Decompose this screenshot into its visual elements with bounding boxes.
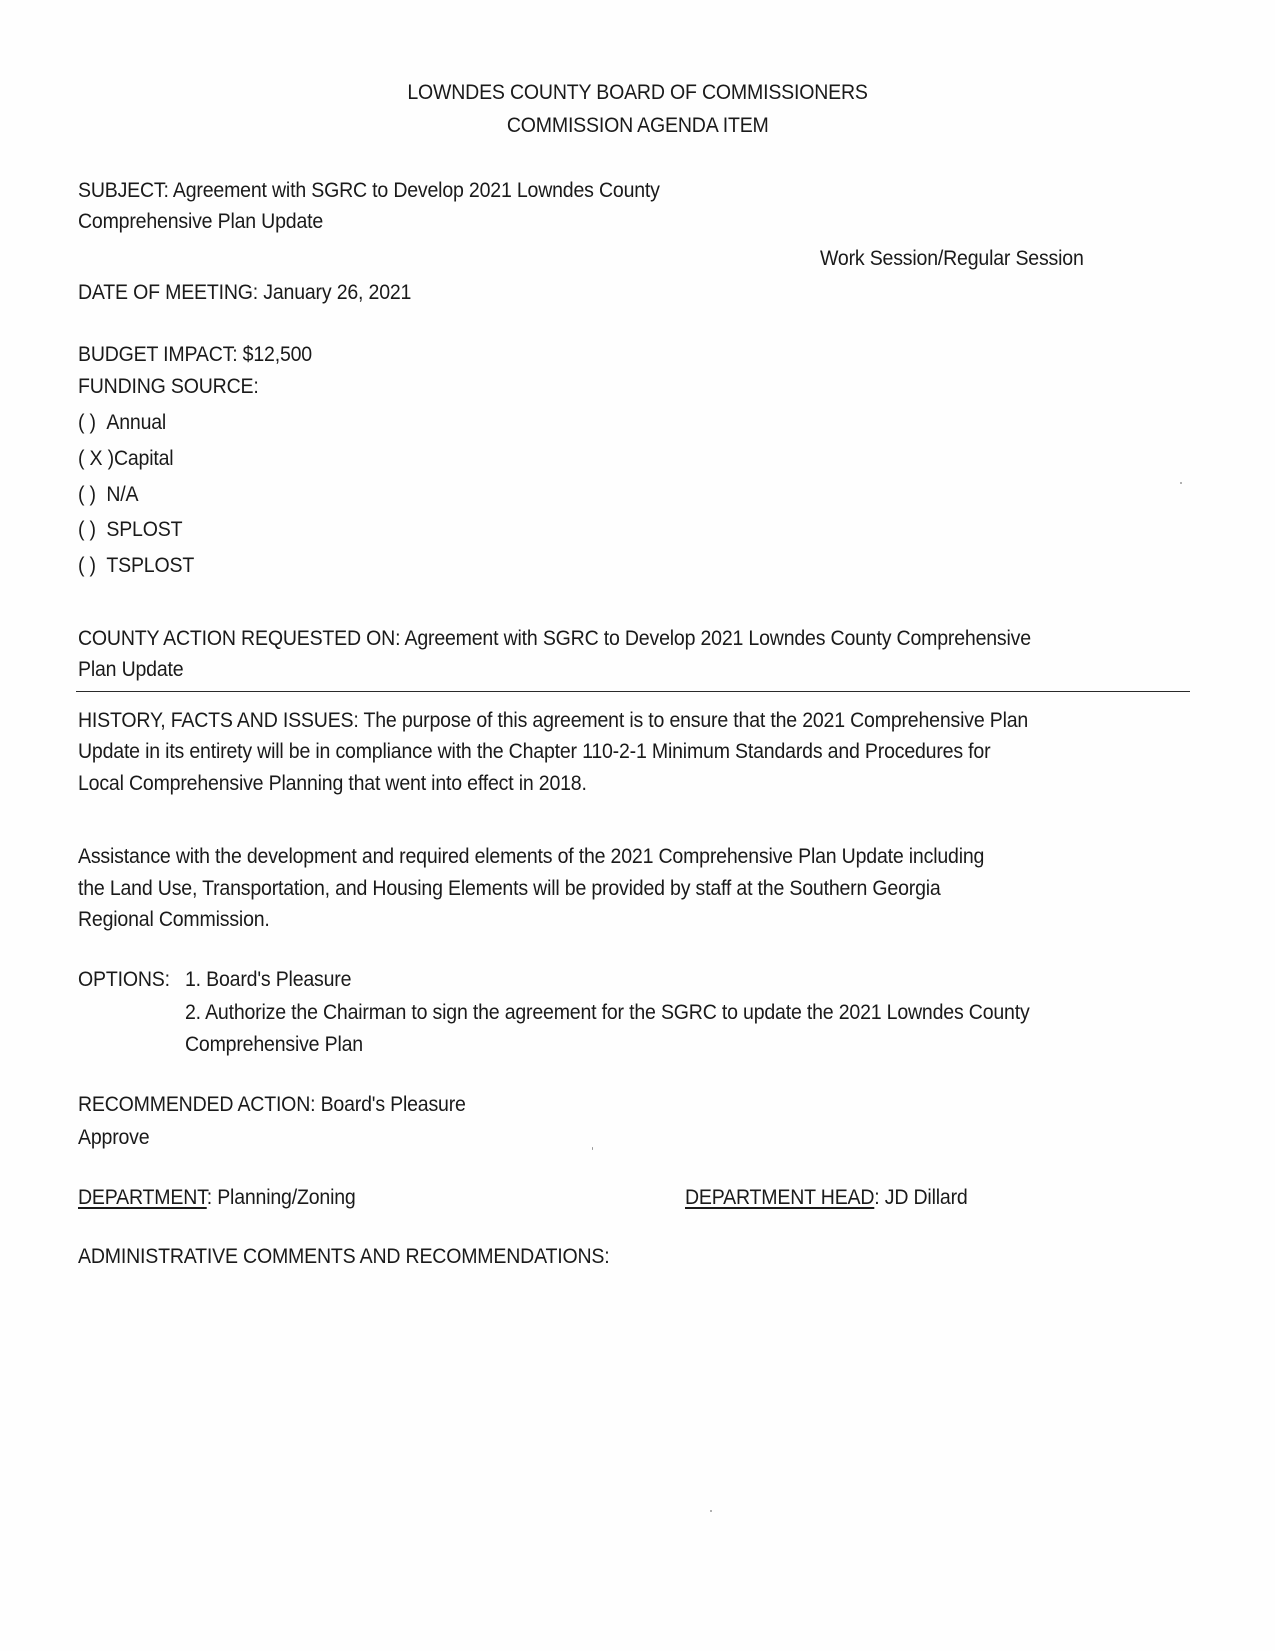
scan-speck <box>1180 482 1182 484</box>
checkbox-mark: ( ) <box>78 483 96 506</box>
session-type: Work Session/Regular Session <box>820 247 1084 270</box>
funding-option-annual <box>78 410 166 436</box>
department-value: : Planning/Zoning <box>206 1186 356 1209</box>
option-2-line-2: Comprehensive Plan <box>185 1033 363 1056</box>
funding-source-label: FUNDING SOURCE: <box>78 375 259 398</box>
assistance-line-1: Assistance with the development and required elements of the 2021 Comprehensive Plan Update including <box>78 845 985 868</box>
funding-option-label: N/A <box>106 483 139 506</box>
checkbox-mark-checked: ( X ) <box>78 447 114 470</box>
recommended-action: RECOMMENDED ACTION: Board's Pleasure <box>78 1093 466 1116</box>
header-subtitle: COMMISSION AGENDA ITEM <box>506 114 769 137</box>
administrative-comments: ADMINISTRATIVE COMMENTS AND RECOMMENDATIONS: <box>78 1245 610 1268</box>
department-head-value: : JD Dillard <box>874 1186 968 1209</box>
funding-option-capital <box>78 446 173 472</box>
history-line-1: HISTORY, FACTS AND ISSUES: The purpose of this agreement is to ensure that the 2021 Comprehensive Plan <box>78 709 1029 732</box>
funding-option-label: TSPLOST <box>106 554 195 577</box>
options-label: OPTIONS: <box>78 968 170 991</box>
county-action-line-1: COUNTY ACTION REQUESTED ON: Agreement with SGRC to Develop 2021 Lowndes County Comprehensive <box>78 627 1031 650</box>
funding-option-label: SPLOST <box>106 518 183 541</box>
option-1: 1. Board's Pleasure <box>185 968 352 991</box>
department-head <box>685 1185 968 1211</box>
subject-line-2: Comprehensive Plan Update <box>78 210 324 233</box>
budget-impact: BUDGET IMPACT: $12,500 <box>78 343 312 366</box>
history-line-2: Update in its entirety will be in compliance with the Chapter 110-2-1 Minimum Standards and Procedures for <box>78 740 991 763</box>
department-head-label: DEPARTMENT HEAD <box>685 1186 875 1209</box>
header-title: LOWNDES COUNTY BOARD OF COMMISSIONERS <box>407 81 868 104</box>
scan-speck <box>710 1510 712 1512</box>
scan-speck <box>592 1147 593 1150</box>
funding-option-tsplost <box>78 553 194 579</box>
subject-line-1: SUBJECT: Agreement with SGRC to Develop 2021 Lowndes County <box>78 179 660 202</box>
option-2-line-1: 2. Authorize the Chairman to sign the agreement for the SGRC to update the 2021 Lowndes County <box>185 1001 1030 1024</box>
date-of-meeting: DATE OF MEETING: January 26, 2021 <box>78 281 412 304</box>
checkbox-mark: ( ) <box>78 518 96 541</box>
history-line-3: Local Comprehensive Planning that went into effect in 2018. <box>78 772 587 795</box>
funding-option-label: Capital <box>113 447 174 470</box>
checkbox-mark: ( ) <box>78 554 96 577</box>
department-label: DEPARTMENT <box>78 1186 207 1209</box>
section-divider <box>76 691 1190 692</box>
county-action-line-2: Plan Update <box>78 658 184 681</box>
funding-option-label: Annual <box>106 411 167 434</box>
assistance-line-3: Regional Commission. <box>78 908 270 931</box>
funding-option-splost <box>78 517 182 543</box>
recommended-action-approve: Approve <box>78 1126 150 1149</box>
funding-option-na <box>78 482 138 508</box>
checkbox-mark: ( ) <box>78 411 96 434</box>
assistance-line-2: the Land Use, Transportation, and Housing Elements will be provided by staff at the Southern Georgia <box>78 877 941 900</box>
department <box>78 1185 356 1211</box>
